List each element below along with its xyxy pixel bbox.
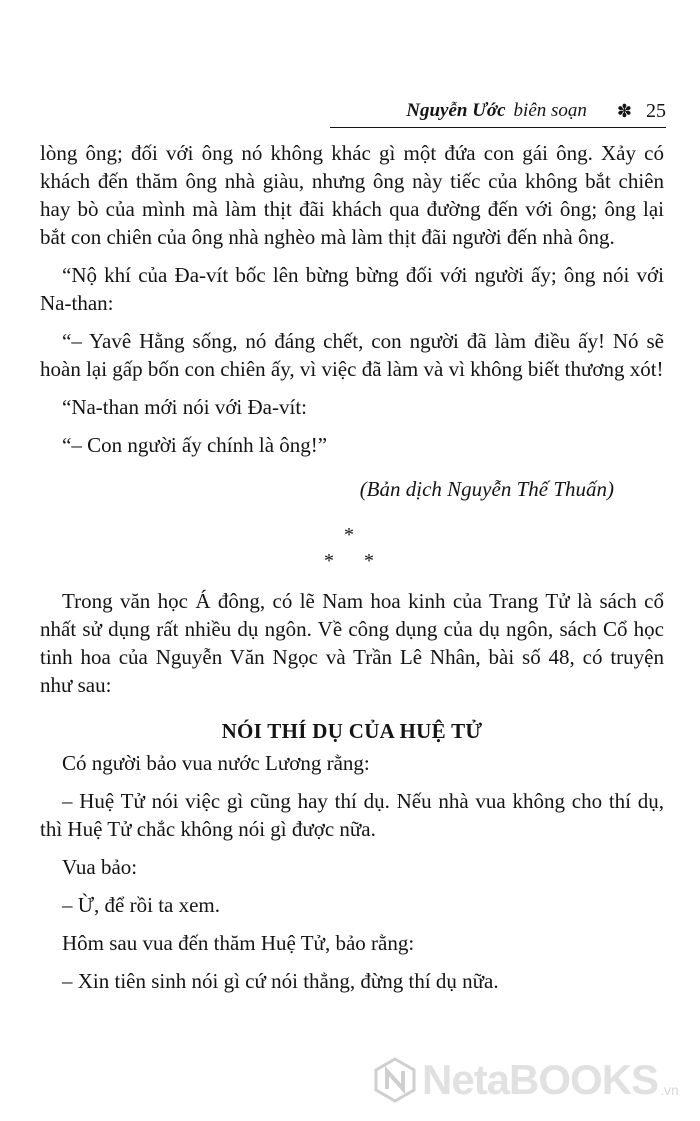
running-header <box>330 96 666 126</box>
paragraph: – Xin tiên sinh nói gì cứ nói thẳng, đừng thí dụ nữa. <box>62 969 499 993</box>
asterisk-icon: * <box>344 524 354 546</box>
netabooks-logo-icon <box>372 1057 418 1103</box>
paragraph: Trong văn học Á đông, có lẽ Nam hoa kinh của Trang Tử là sách cổ nhất sử dụng rất nhiều dụ ngôn. Về công dụng của dụ ngôn, sách Cổ học tinh hoa của Nguyễn Văn Ngọc và Trần Lê Nhân, bài số 48, có truyện như sau: <box>40 589 664 697</box>
paragraph: “– Con người ấy chính là ông!” <box>62 433 328 457</box>
page-number: 25 <box>646 99 666 122</box>
header-role: biên soạn <box>513 100 587 121</box>
paragraph: “Nộ khí của Đa-vít bốc lên bừng bừng đối với người ấy; ông nói với Na-than: <box>40 263 664 315</box>
credit-prefix: (Bản dịch <box>359 477 448 501</box>
paragraph: Hôm sau vua đến thăm Huệ Tử, bảo rằng: <box>62 931 415 955</box>
asterisk-icon: * <box>364 550 374 572</box>
body-text <box>40 139 664 995</box>
asterisk-icon: * <box>324 550 334 572</box>
watermark-brand: NetaBOOKS <box>422 1056 659 1103</box>
credit-suffix: ) <box>607 477 614 501</box>
paragraph: Có người bảo vua nước Lương rằng: <box>62 751 370 775</box>
translation-credit <box>40 475 664 503</box>
paragraph: – Ừ, để rồi ta xem. <box>62 893 221 917</box>
header-rule <box>330 127 666 128</box>
watermark-suffix: .vn <box>660 1082 679 1098</box>
flower-ornament-icon: ✽ <box>616 101 632 121</box>
paragraph: “– Yavê Hằng sống, nó đáng chết, con người đã làm điều ấy! Nó sẽ hoàn lại gấp bốn con chiên ấy, vì việc đã làm và vì không biết thương xót! <box>40 329 664 381</box>
paragraph: – Huệ Tử nói việc gì cũng hay thí dụ. Nếu nhà vua không cho thí dụ, thì Huệ Tử chắc không nói gì được nữa. <box>40 789 664 841</box>
header-author: Nguyễn Ước <box>406 100 506 121</box>
paragraph: “Na-than mới nói với Đa-vít: <box>62 395 307 419</box>
paragraph: lòng ông; đối với ông nó không khác gì một đứa con gái ông. Xảy có khách đến thăm ông nhà giàu, nhưng ông này tiếc của không bắt chiên hay bò của mình mà làm thịt đãi khách qua đường đến với ông; ông lại bắt con chiên của ông nhà nghèo mà làm thịt đãi người đến nhà ông. <box>40 141 664 249</box>
section-separator <box>40 525 664 587</box>
paragraph: Vua bảo: <box>62 855 138 879</box>
section-title: NÓI THÍ DỤ CỦA HUỆ TỬ <box>221 719 483 743</box>
publisher-watermark <box>372 1050 679 1110</box>
credit-translator: Nguyễn Thế Thuấn <box>447 477 607 501</box>
